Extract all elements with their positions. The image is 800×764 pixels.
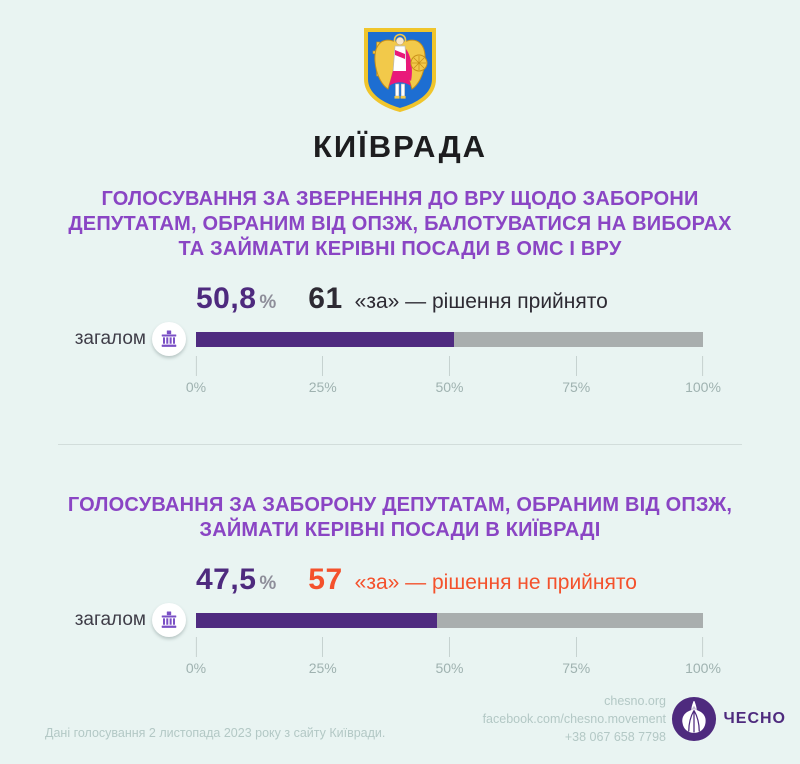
tick-label: 25% [308,660,337,676]
chart-2-bar-track [196,613,703,628]
tick-line [449,637,450,657]
chart-1-bar-fill [196,332,454,347]
chart-1-result-text: «за» — рішення прийнято [354,290,608,313]
footer-facebook: facebook.com/chesno.movement [482,712,666,726]
chart-1-percent-value: 50,8 [196,282,257,315]
footer-contacts [483,692,666,746]
tick-line [195,356,196,376]
tick-line [576,356,577,376]
tick-line [195,637,196,657]
footer-website: chesno.org [604,694,666,708]
chesno-logo [671,696,786,742]
chart-1-bar-track [196,332,703,347]
axis-tick [186,356,206,395]
chart-1-votes-count: 61 [308,282,343,315]
tick-label: 100% [685,660,721,676]
tick-line [703,356,704,376]
axis-tick [562,356,590,395]
section-1-heading: ГОЛОСУВАННЯ ЗА ЗВЕРНЕННЯ ДО ВРУ ЩОДО ЗАБОРОНИ ДЕПУТАТАМ, ОБРАНИМ ВІД ОПЗЖ, БАЛОТУВАТИСЯ НА ВИБОРАХ ТА ЗАЙМАТИ КЕРІВНІ ПОСАДИ В ОМС І ВРУ [68,188,732,260]
chart-2-votes-count: 57 [308,563,343,596]
tick-label: 75% [562,660,591,676]
tick-line [703,637,704,657]
axis-tick [435,356,463,395]
section-2-heading: ГОЛОСУВАННЯ ЗА ЗАБОРОНУ ДЕПУТАТАМ, ОБРАНИМ ВІД ОПЗЖ, ЗАЙМАТИ КЕРІВНІ ПОСАДИ В КИЇВРАДІ [67,494,733,541]
government-building-icon [152,322,186,356]
tick-line [322,356,323,376]
chart-2-result-text: «за» — рішення не прийнято [354,571,637,594]
chart-2-bar-fill [196,613,437,628]
tick-line [576,637,577,657]
tick-label: 100% [685,379,721,395]
axis-tick [186,637,206,676]
kyiv-coat-of-arms-icon [362,27,438,113]
chesno-logo-text: ЧЕСНО [723,710,786,727]
vote-chart-1 [0,282,800,398]
axis-tick [562,637,590,676]
chart-1-percent-sign: % [259,292,277,313]
axis-tick [309,637,337,676]
axis-tick [685,637,721,676]
tick-label: 75% [562,379,591,395]
tick-line [322,637,323,657]
chart-2-axis [185,637,721,679]
chart-2-value-row [196,563,740,597]
axis-tick [309,356,337,395]
chart-1-axis [185,356,721,398]
section-divider [58,444,742,445]
chart-2-percent-value: 47,5 [196,563,257,596]
tick-label: 50% [435,660,464,676]
tick-label: 0% [185,379,207,395]
axis-tick [435,637,463,676]
axis-tick [685,356,721,395]
chart-1-bar-row [0,322,800,356]
chart-2-percent-sign: % [259,573,277,594]
chart-2-bar-row [0,603,800,637]
tick-label: 25% [308,379,337,395]
garlic-icon [671,696,717,742]
tick-label: 50% [435,379,464,395]
footer-source-note: Дані голосування 2 листопада 2023 року з сайту Київради. [45,726,386,740]
tick-line [449,356,450,376]
footer-phone: +38 067 658 7798 [564,730,666,744]
page-title: КИЇВРАДА [312,129,488,164]
tick-label: 0% [185,660,207,676]
chart-2-row-label: загалом [74,609,146,630]
chart-1-row-label: загалом [74,328,146,349]
government-building-icon [152,603,186,637]
vote-chart-2 [0,563,800,679]
chart-1-value-row [196,282,740,316]
